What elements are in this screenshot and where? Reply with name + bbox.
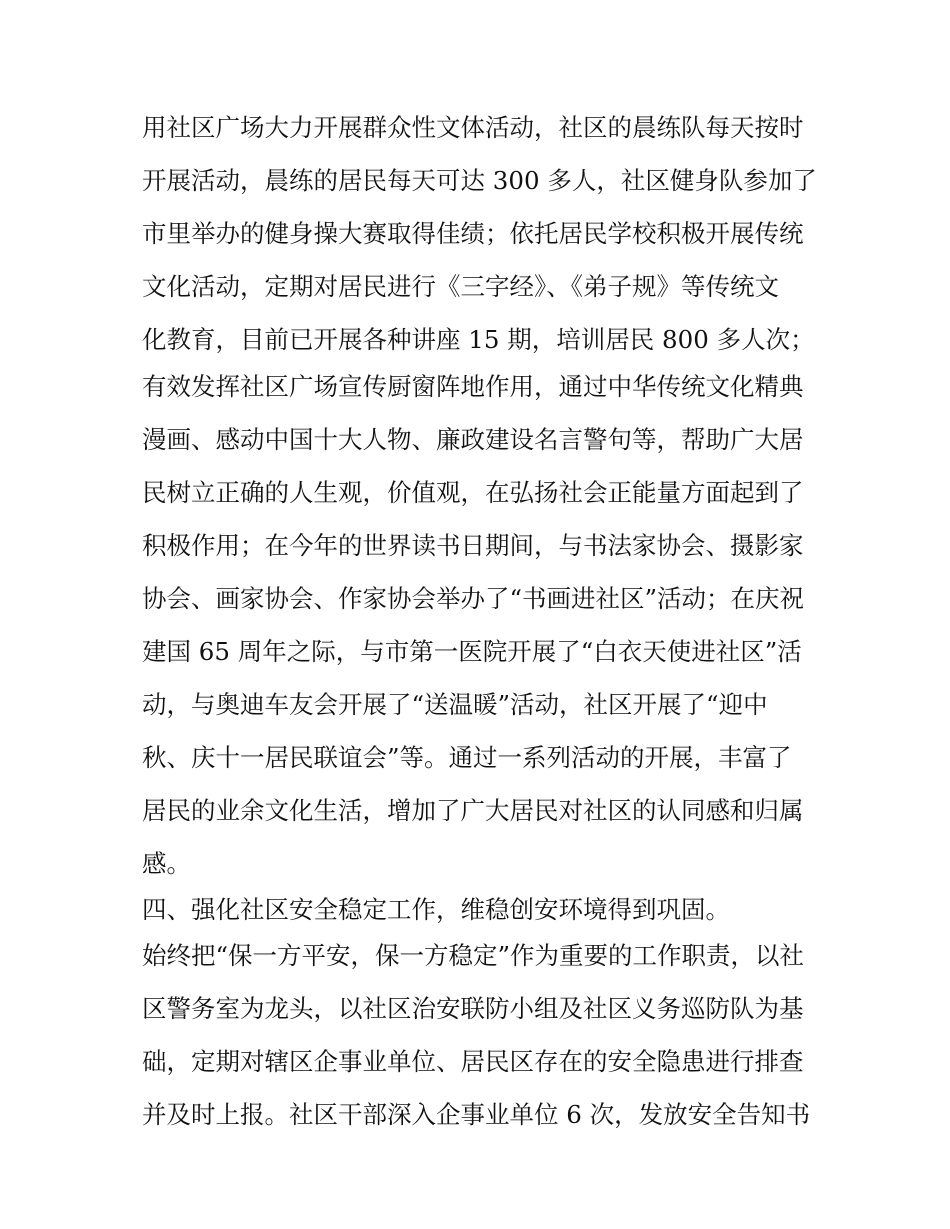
text-line: 化教育，目前已开展各种讲座 15 期，培训居民 800 多人次； — [142, 325, 815, 354]
text-line: 开展活动，晨练的居民每天可达 300 多人，社区健身队参加了 — [142, 166, 817, 195]
section-heading: 四、强化社区安全稳定工作，维稳创安环境得到巩固。 — [142, 895, 730, 924]
text-line: 协会、画家协会、作家协会举办了“书画进社区”活动；在庆祝 — [142, 584, 805, 613]
text-line: 础，定期对辖区企事业单位、居民区存在的安全隐患进行排查 — [142, 1047, 804, 1076]
text-line: 感。 — [142, 849, 191, 878]
text-line: 市里举办的健身操大赛取得佳绩；依托居民学校积极开展传统 — [142, 219, 804, 248]
text-line: 有效发挥社区广场宣传厨窗阵地作用，通过中华传统文化精典 — [142, 372, 804, 401]
text-line: 文化活动，定期对居民进行《三字经》、《弟子规》等传统文 — [142, 272, 779, 301]
text-line: 秋、庆十一居民联谊会”等。通过一系列活动的开展，丰富了 — [142, 743, 792, 772]
text-line: 建国 65 周年之际，与市第一医院开展了“白衣天使进社区”活 — [142, 637, 802, 666]
text-line: 始终把“保一方平安，保一方稳定”作为重要的工作职责，以社 — [142, 941, 805, 970]
text-line: 动，与奥迪车友会开展了“送温暖”活动，社区开展了“迎中 — [142, 690, 768, 719]
text-line: 积极作用；在今年的世界读书日期间，与书法家协会、摄影家 — [142, 531, 804, 560]
text-line: 区警务室为龙头，以社区治安联防小组及社区义务巡防队为基 — [142, 994, 804, 1023]
text-line: 并及时上报。社区干部深入企事业单位 6 次，发放安全告知书 — [142, 1100, 811, 1129]
text-line: 用社区广场大力开展群众性文体活动，社区的晨练队每天按时 — [142, 113, 804, 142]
text-line: 漫画、感动中国十大人物、廉政建设名言警句等，帮助广大居 — [142, 425, 804, 454]
text-line: 居民的业余文化生活，增加了广大居民对社区的认同感和归属 — [142, 796, 804, 825]
text-line: 民树立正确的人生观，价值观，在弘扬社会正能量方面起到了 — [142, 478, 804, 507]
